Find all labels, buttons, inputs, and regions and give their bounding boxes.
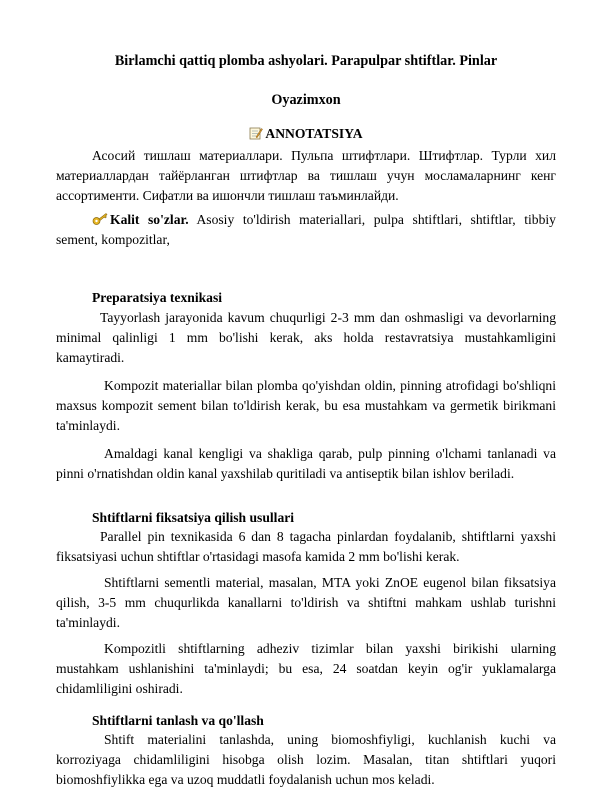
paragraph: Kompozit materiallar bilan plomba qo'yishdan oldin, pinning atrofidagi bo'shliqni maxsus kompozit sement bilan to'ldirish kerak, bu esa mustahkam va germetik birikmani ta'minlaydi. <box>56 378 556 433</box>
section-heading-preparation: Preparatsiya texnikasi <box>92 290 223 305</box>
key-icon <box>92 212 108 226</box>
annotation-heading <box>0 126 612 142</box>
keywords-text: Asosiy to'ldirish materiallari, pulpa shtiftlari, shtiftlar, tibbiy sement, kompozitlar, <box>56 212 556 247</box>
document-title: Birlamchi qattiq plomba ashyolari. Parapulpar shtiftlar. Pinlar <box>114 53 498 69</box>
section-heading-fixation: Shtiftlarni fiksatsiya qilish usullari <box>92 510 295 525</box>
paragraph: Shtiftlarni sementli material, masalan, MTA yoki ZnOE eugenol bilan fiksatsiya qilish, 3-5 mm chuqurlikda kanallarni to'ldirish va shtiftni mahkam ushlab turishni ta'minlaydi. <box>56 575 556 630</box>
paragraph: Amaldagi kanal kengligi va shakliga qarab, pulp pinning o'lchami tanlanadi va pinni o'rnatishdan oldin kanal yaxshilab quritiladi va antiseptik bilan ishlov beriladi. <box>56 446 556 481</box>
paragraph: Tayyorlash jarayonida kavum chuqurligi 2-3 mm dan oshmasligi va devorlarning minimal qalinligi 1 mm bo'lishi kerak, aks holda restavratsiya mustahkamligini kamaytiradi. <box>56 310 556 365</box>
paragraph: Shtift materialini tanlashda, uning biomoshfiyligi, kuchlanish kuchi va korroziyaga chidamliligini hisobga olish lozim. Masalan, titan shtiftlari yuqori biomoshfiylikka ega va uzoq muddatli foydalanish uchun mos keladi. <box>56 732 556 787</box>
annotation-heading-text: ANNOTATSIYA <box>265 126 363 141</box>
section-heading-selection: Shtiftlarni tanlash va qo'llash <box>92 713 264 728</box>
annotation-text: Асосий тишлаш материаллари. Пульпа штифтлари. Штифтлар. Турли хил материаллардан тайёрланган штифтлар ва тишлаш учун мосламаларнинг кенг ассортименти. Сифатли ва ишончли тишлаш таъминлайди. <box>56 148 556 203</box>
memo-icon <box>249 126 263 140</box>
author-name: Oyazimxon <box>271 92 341 108</box>
paragraph: Parallel pin texnikasida 6 dan 8 tagacha pinlardan foydalanib, shtiftlarni yaxshi fiksatsiyasi uchun shtiftlar o'rtasidagi masofa kamida 2 mm bo'lishi kerak. <box>56 529 556 564</box>
paragraph: Kompozitli shtiftlarning adheziv tizimlar bilan yaxshi birikishi ularning mustahkam ushlanishini ta'minlaydi; bu esa, 24 soatdan keyin og'ir yuklamalarga chidamliligini oshiradi. <box>56 641 556 696</box>
keywords-label: Kalit so'zlar. <box>110 212 189 227</box>
keywords <box>56 210 556 250</box>
